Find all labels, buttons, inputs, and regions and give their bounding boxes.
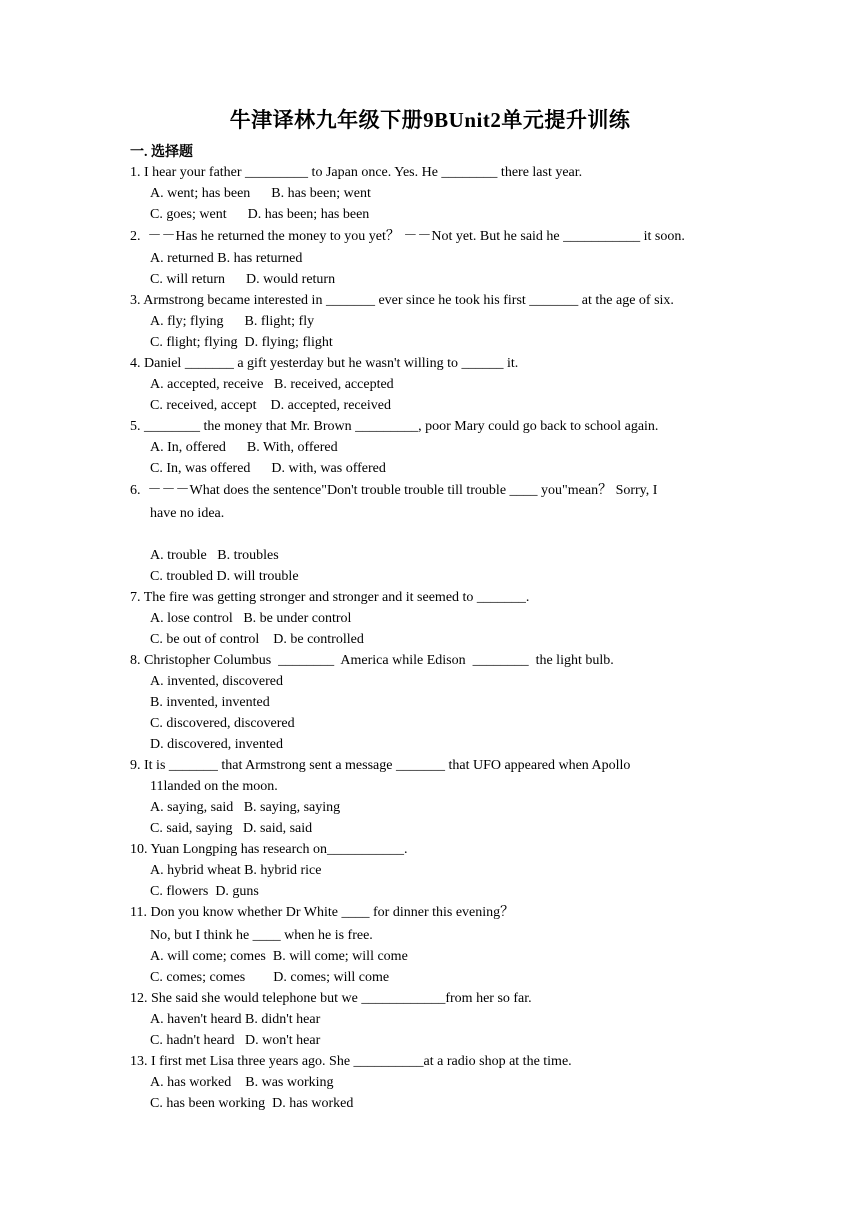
question-stem: 8. Christopher Columbus ________ America while Edison ________ the light bulb. <box>130 653 614 668</box>
question-option: C. goes; went D. has been; has been <box>150 207 370 222</box>
question-stem: 10. Yuan Longping has research on___________. <box>130 842 408 857</box>
question-option: A. hybrid wheat B. hybrid rice <box>150 863 322 878</box>
question-stem: 4. Daniel _______ a gift yesterday but he wasn't willing to ______ it. <box>130 356 519 371</box>
question-option: C. said, saying D. said, said <box>150 821 313 836</box>
question-option: A. has worked B. was working <box>150 1075 334 1090</box>
question-option: A. trouble B. troubles <box>150 548 279 563</box>
question-option: D. discovered, invented <box>150 737 283 752</box>
question-option: C. In, was offered D. with, was offered <box>150 461 386 476</box>
question-option: C. troubled D. will trouble <box>150 569 299 584</box>
question-option: A. haven't heard B. didn't hear <box>150 1012 321 1027</box>
question-stem: 3. Armstrong became interested in _______ ever since he took his first _______ at the age of six. <box>130 293 674 308</box>
question-stem: 7. The fire was getting stronger and stronger and it seemed to _______. <box>130 590 530 605</box>
question-option: C. be out of control D. be controlled <box>150 632 364 647</box>
question-option: A. invented, discovered <box>150 674 283 689</box>
question-option: A. accepted, receive B. received, accepted <box>150 377 394 392</box>
question-stem: 2. －－Has he returned the money to you yet？ －－Not yet. But he said he ___________ it soon. <box>130 229 685 244</box>
question-option: A. will come; comes B. will come; will come <box>150 949 408 964</box>
question-stem: 1. I hear your father _________ to Japan once. Yes. He ________ there last year. <box>130 165 583 180</box>
section-heading: 一. 选择题 <box>130 145 193 160</box>
question-stem-continuation: No, but I think he ____ when he is free. <box>150 928 373 943</box>
document-title: 牛津译林九年级下册9BUnit2单元提升训练 <box>229 108 631 132</box>
question-option: C. flowers D. guns <box>150 884 259 899</box>
question-option: C. discovered, discovered <box>150 716 295 731</box>
question-stem: 11. Don you know whether Dr White ____ for dinner this evening？ <box>130 905 515 920</box>
question-stem: 13. I first met Lisa three years ago. She __________at a radio shop at the time. <box>130 1054 572 1069</box>
question-stem: 5. ________ the money that Mr. Brown _________, poor Mary could go back to school again. <box>130 419 659 434</box>
question-option: C. hadn't heard D. won't hear <box>150 1033 321 1048</box>
question-option: C. will return D. would return <box>150 272 336 287</box>
question-option: A. returned B. has returned <box>150 251 303 266</box>
question-option: C. received, accept D. accepted, received <box>150 398 391 413</box>
question-option: A. saying, said B. saying, saying <box>150 800 341 815</box>
question-stem: 6. －－－What does the sentence"Don't trouble trouble till trouble ____ you"mean？ Sorry, I <box>130 483 658 498</box>
question-option: C. has been working D. has worked <box>150 1096 354 1111</box>
question-stem-continuation: 11landed on the moon. <box>150 779 278 794</box>
question-option: A. fly; flying B. flight; fly <box>150 314 315 329</box>
question-stem-continuation: have no idea. <box>150 506 225 521</box>
question-option: B. invented, invented <box>150 695 270 710</box>
question-option: A. went; has been B. has been; went <box>150 186 371 201</box>
question-stem: 12. She said she would telephone but we ____________from her so far. <box>130 991 532 1006</box>
question-stem: 9. It is _______ that Armstrong sent a message _______ that UFO appeared when Apollo <box>130 758 631 773</box>
question-option: A. lose control B. be under control <box>150 611 352 626</box>
question-option: C. comes; comes D. comes; will come <box>150 970 390 985</box>
question-option: C. flight; flying D. flying; flight <box>150 335 333 350</box>
question-option: A. In, offered B. With, offered <box>150 440 338 455</box>
